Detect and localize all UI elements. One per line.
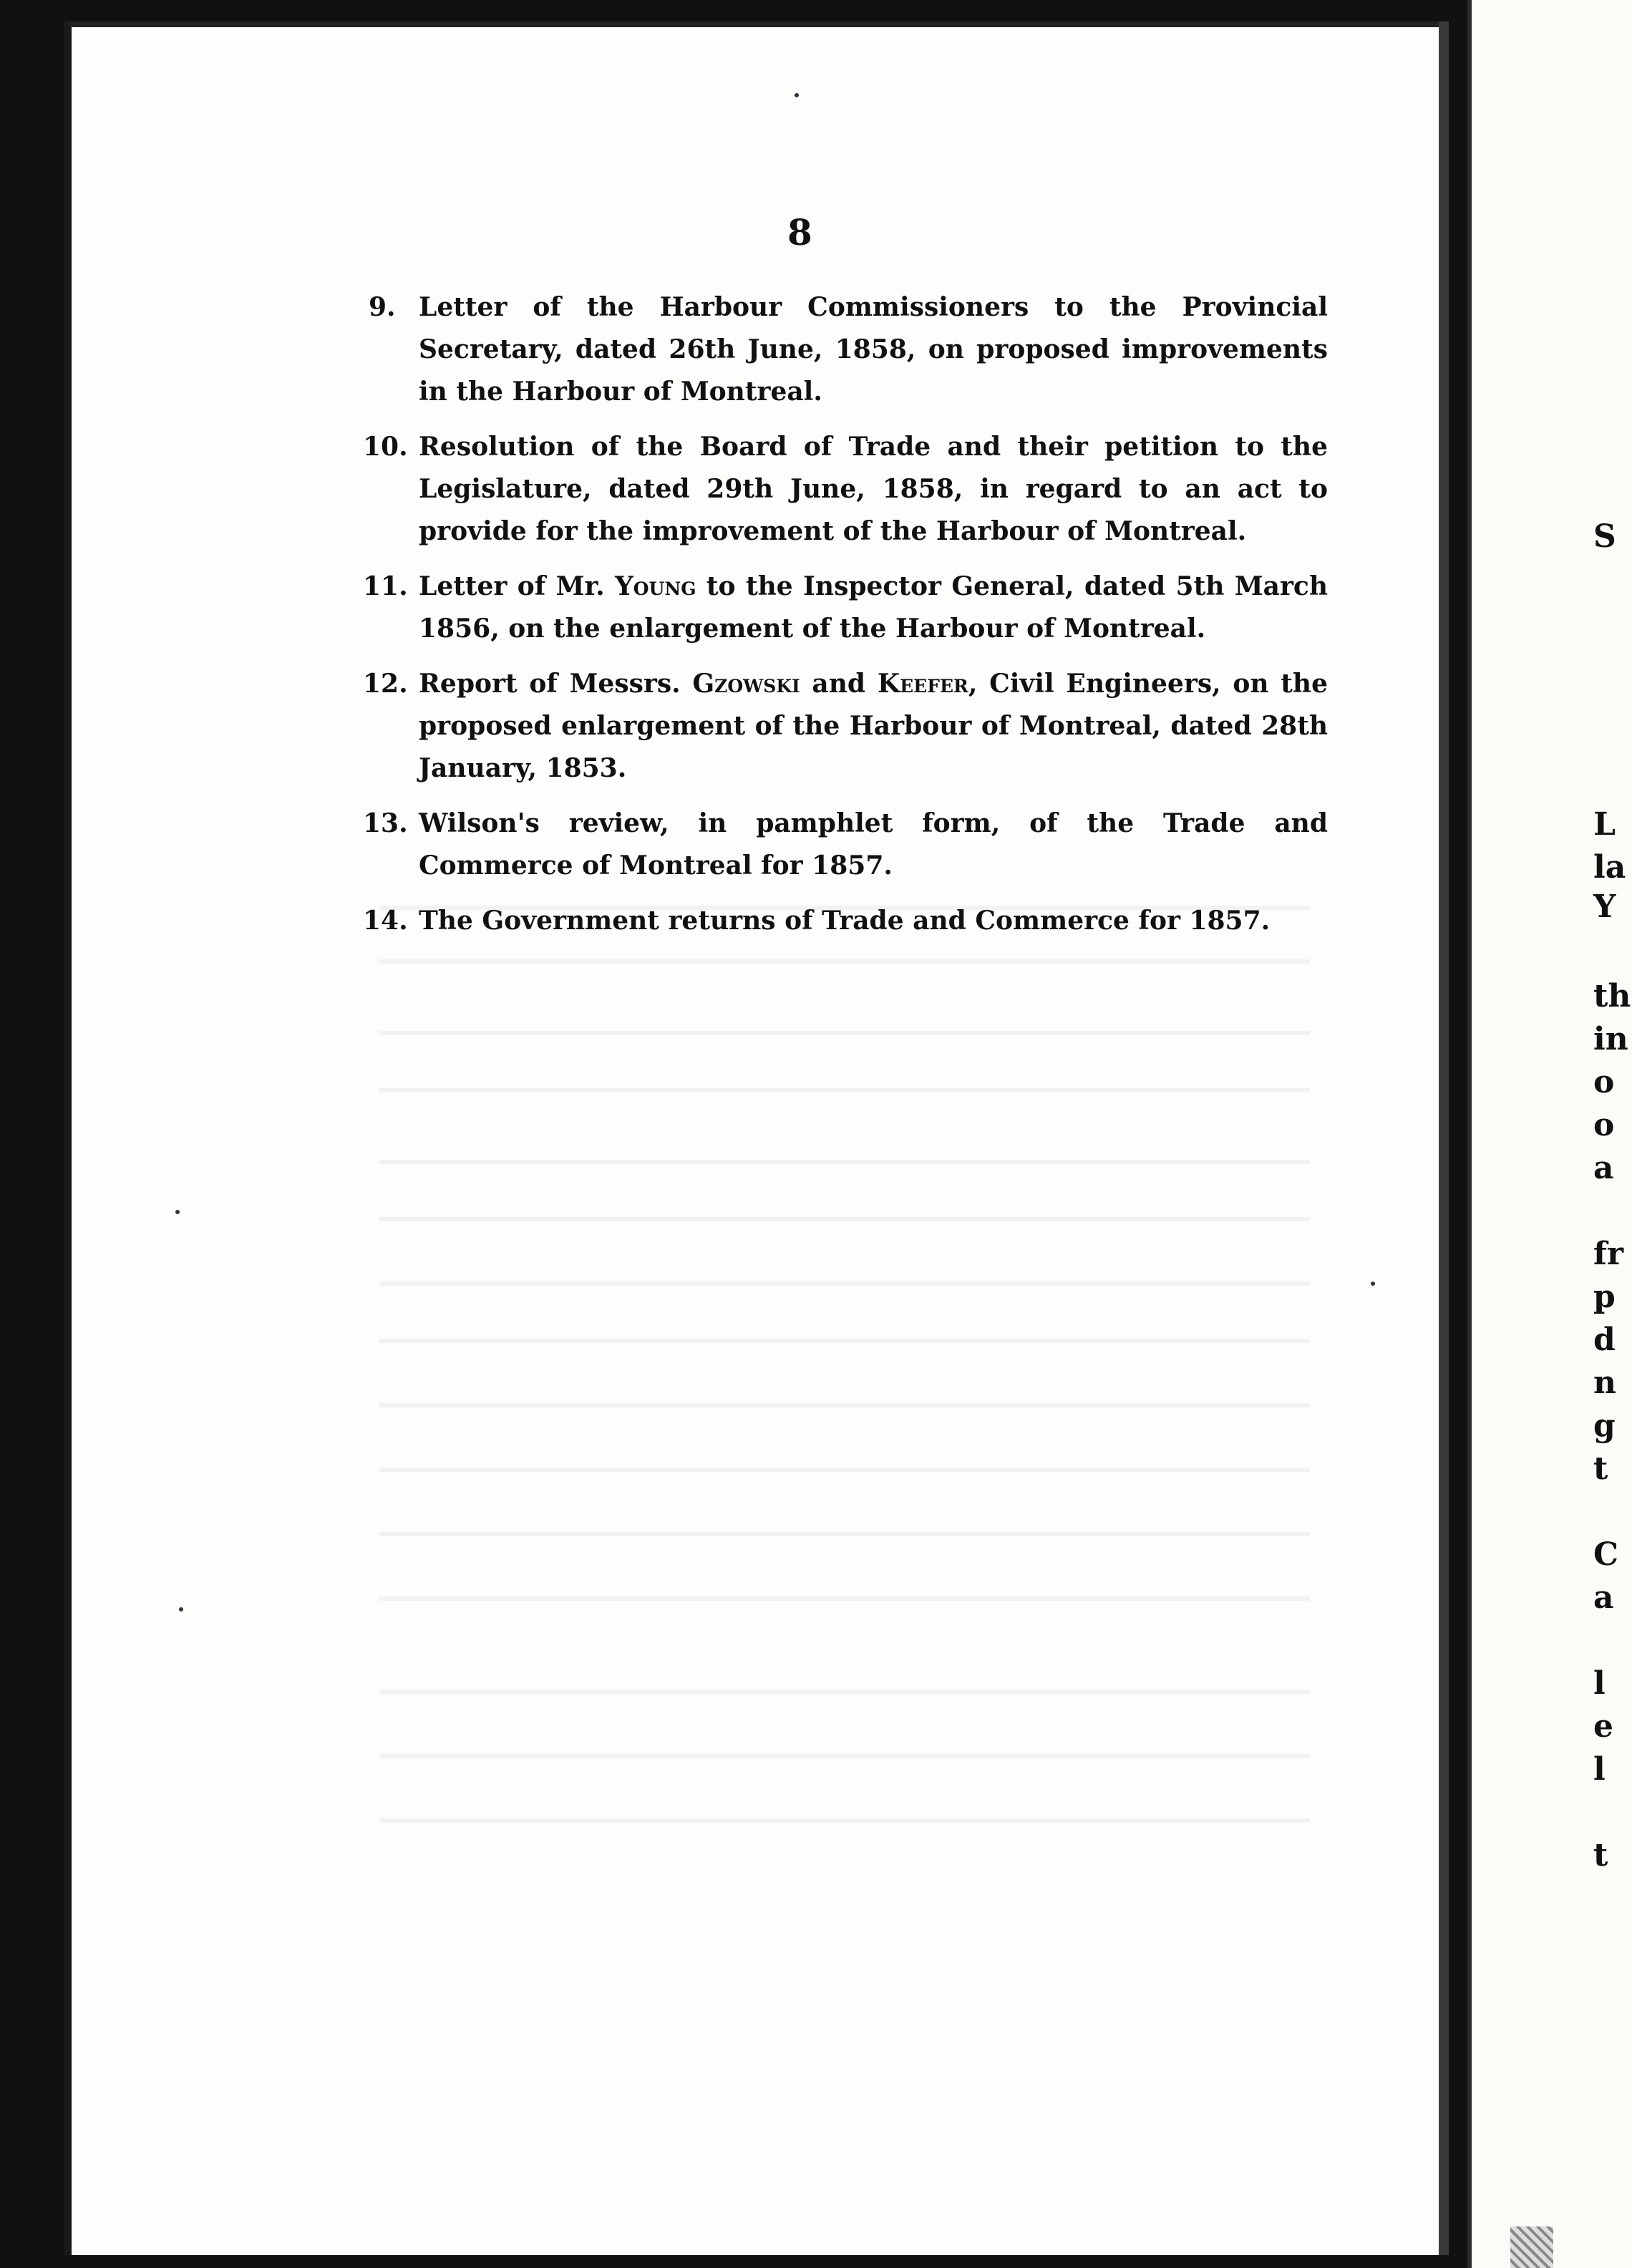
fragment-letter: t [1593, 1450, 1608, 1487]
item-text [419, 669, 1328, 783]
fragment-letter: l [1593, 1751, 1606, 1788]
fragment-letter: l [1593, 1665, 1606, 1702]
item-text: Wilson's review, in pamphlet form, of the Trade and Commerce of Montreal for 1857. [419, 808, 1328, 881]
torn-corner [1510, 2226, 1553, 2268]
fragment-letter: g [1593, 1407, 1616, 1444]
fragment-letter: a [1593, 1579, 1614, 1616]
adjacent-page-fragment [1467, 0, 1632, 2268]
text-segment: to the Inspector General, dated 5th March 1856, on the enlargement of the Harbour of Montreal. [419, 571, 1329, 644]
page-gutter-shadow [1439, 21, 1449, 2255]
fragment-letter: n [1593, 1365, 1616, 1401]
fragment-letter: C [1593, 1536, 1619, 1573]
page-number: 8 [787, 211, 812, 253]
show-through-line [379, 1690, 1310, 1694]
show-through-line [379, 1403, 1310, 1407]
fragment-letter: e [1593, 1708, 1613, 1745]
scan-speck [175, 1210, 180, 1214]
list-item [363, 566, 1329, 650]
fragment-letter: fr [1593, 1236, 1624, 1272]
fragment-letter: o [1593, 1064, 1615, 1100]
show-through-line [379, 1031, 1310, 1035]
show-through-line [379, 1818, 1310, 1823]
item-number: 13. [363, 808, 408, 838]
fragment-letter: p [1593, 1279, 1616, 1315]
text-segment: Letter of Mr. [419, 571, 616, 601]
show-through-line [379, 1596, 1310, 1601]
fragment-letter: S [1593, 518, 1616, 555]
show-through-line [379, 959, 1310, 964]
item-number: 11. [363, 571, 408, 601]
fragment-letter: Y [1593, 888, 1616, 925]
fragment-letter: d [1593, 1322, 1616, 1358]
fragment-letter: la [1593, 849, 1626, 886]
person-name: Young [615, 571, 696, 601]
person-name: Gzowski [692, 669, 800, 699]
list-item [363, 803, 1328, 887]
fragment-letter: o [1593, 1107, 1615, 1143]
show-through-line [379, 1281, 1310, 1286]
item-number: 9. [369, 292, 396, 322]
scan-speck [1371, 1281, 1375, 1286]
fragment-letter: a [1593, 1150, 1614, 1186]
show-through-line [379, 1339, 1310, 1343]
fragment-letter: t [1593, 1837, 1608, 1874]
item-number: 14. [363, 906, 408, 936]
text-segment: Report of Messrs. [419, 669, 693, 699]
fragment-letter: L [1593, 806, 1616, 843]
scan-speck [179, 1607, 183, 1612]
list-item [363, 663, 1328, 790]
show-through-line [379, 1754, 1310, 1758]
list-item [363, 426, 1328, 553]
show-through-line [379, 1532, 1310, 1536]
list-item [363, 900, 1328, 942]
document-list [363, 286, 1329, 955]
item-text [419, 571, 1328, 644]
fragment-letter: th [1593, 978, 1631, 1014]
fragment-letter: in [1593, 1021, 1628, 1057]
item-text: Resolution of the Board of Trade and their petition to the Legislature, dated 29th June, 1858, in regard to an act to provide for the improvement of the Harbour of Montreal. [419, 432, 1328, 546]
show-through-line [379, 1088, 1310, 1092]
item-text: Letter of the Harbour Commissioners to the Provincial Secretary, dated 26th June, 1858, on proposed improvements in the Harbour of Montreal. [419, 292, 1328, 407]
item-number: 10. [363, 432, 408, 462]
text-segment: and [800, 669, 878, 699]
item-number: 12. [363, 669, 408, 699]
show-through-line [379, 1217, 1310, 1221]
scan-speck [795, 93, 799, 97]
list-item [369, 286, 1328, 413]
show-through-line [379, 1160, 1310, 1164]
person-name: Keefer [877, 669, 968, 699]
show-through-line [379, 1468, 1310, 1472]
item-text: The Government returns of Trade and Commerce for 1857. [419, 906, 1271, 936]
text-segment: , Civil Engineers, on the proposed enlargement of the Harbour of Montreal, dated 28th January, 1853. [419, 669, 1328, 783]
